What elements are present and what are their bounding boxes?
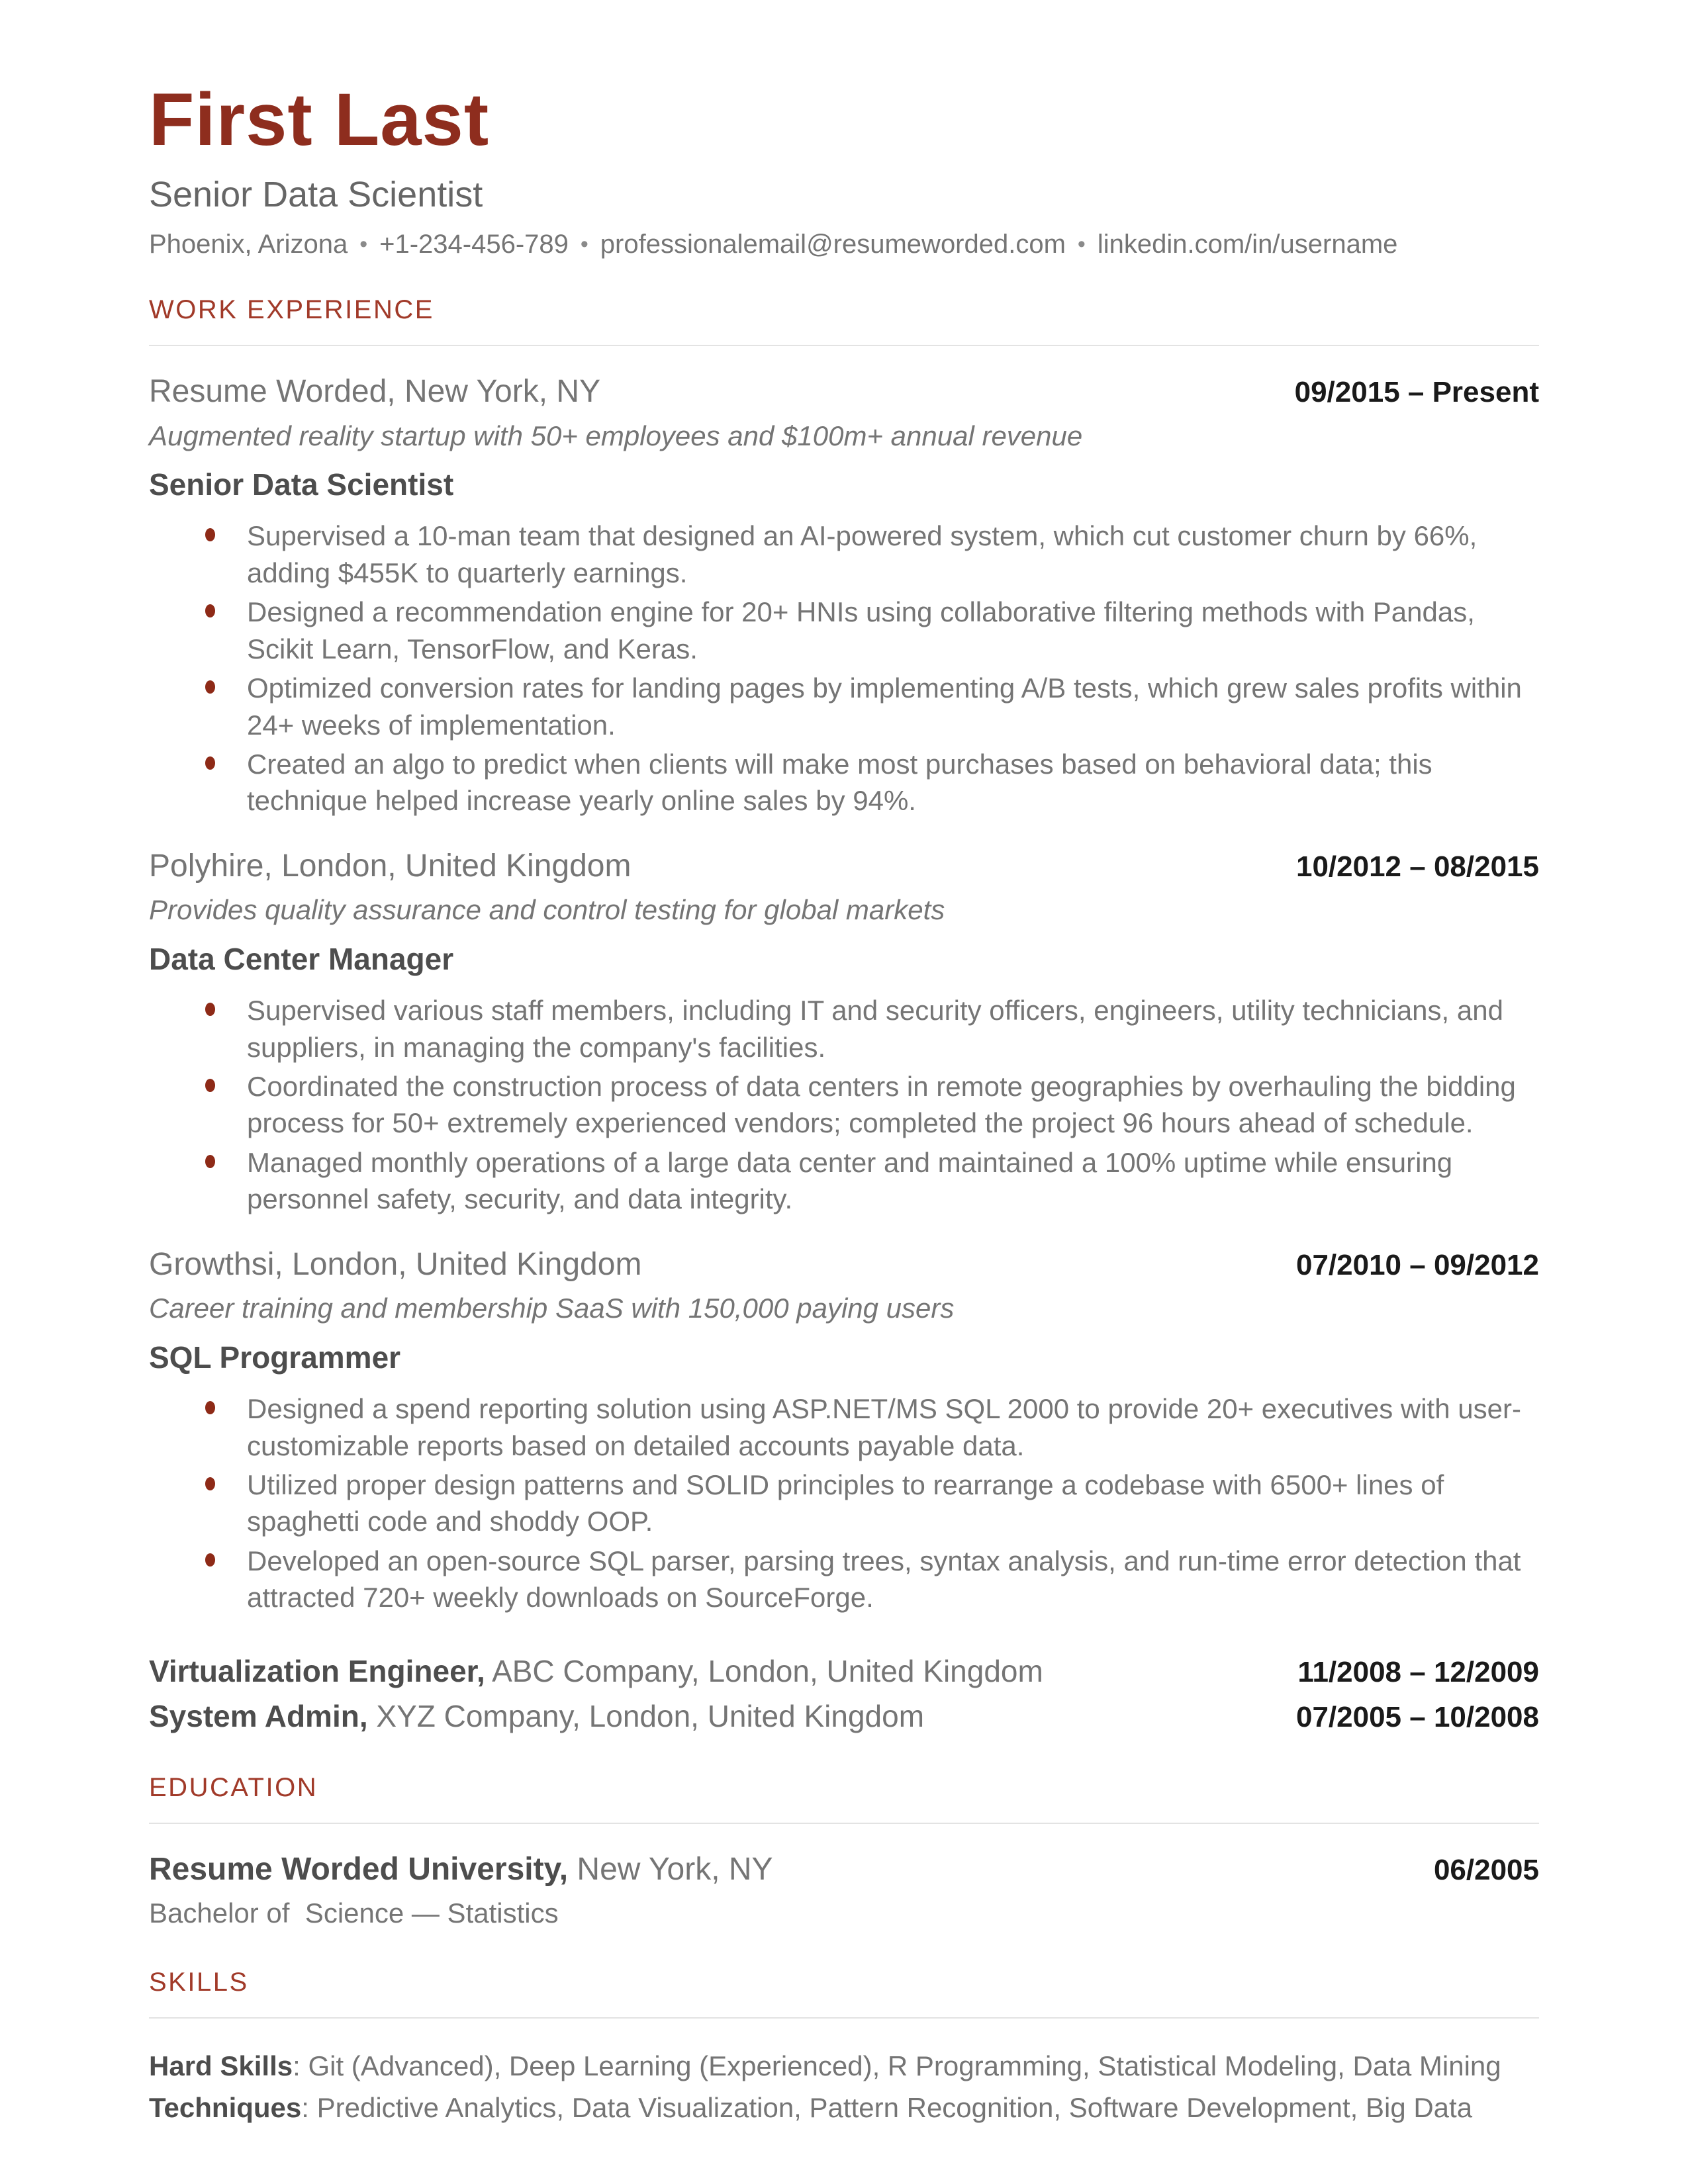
section-work-experience — [149, 295, 1539, 1737]
education-header-row — [149, 1850, 1539, 1889]
bullet-item: Utilized proper design patterns and SOLID principles to rearrange a codebase with 6500+ lines of spaghetti code and shoddy OOP. — [149, 1467, 1539, 1540]
job-bullet-list — [149, 992, 1539, 1218]
job-dates: 10/2012 – 08/2015 — [1295, 850, 1539, 883]
section-divider — [149, 1823, 1539, 1824]
job-dates: 09/2015 – Present — [1294, 376, 1539, 409]
education-school-location: New York, NY — [568, 1851, 773, 1887]
job-role-title: Senior Data Scientist — [149, 467, 454, 502]
section-divider — [149, 2017, 1539, 2019]
bullet-item: Designed a recommendation engine for 20+ HNIs using collaborative filtering methods with Pandas, Scikit Learn, TensorFlow, and Keras. — [149, 594, 1539, 667]
bullet-item: Managed monthly operations of a large data center and maintained a 100% uptime while ensuring personnel safety, security, and data integrity. — [149, 1144, 1539, 1218]
job-entry — [149, 373, 1539, 819]
skill-category-label: Techniques — [149, 2091, 302, 2123]
contact-email: professionalemail@resumeworded.com — [600, 230, 1066, 259]
contact-linkedin: linkedin.com/in/username — [1097, 230, 1398, 259]
bullet-item: Coordinated the construction process of data centers in remote geographies by overhauling the bidding process for 50+ extremely experienced vendors; completed the project 96 hours ahead of schedule. — [149, 1068, 1539, 1142]
job-bullet-list — [149, 518, 1539, 819]
job-header-row — [149, 847, 1539, 886]
contact-separator-icon: • — [359, 232, 368, 257]
skill-values: : Git (Advanced), Deep Learning (Experienced), R Programming, Statistical Modeling, Data Mining — [293, 2050, 1501, 2081]
compact-role-dates: 11/2008 – 12/2009 — [1297, 1655, 1539, 1688]
bullet-item: Created an algo to predict when clients will make most purchases based on behavioral data; this technique helped increase yearly online sales by 94%. — [149, 746, 1539, 819]
skill-category-label: Hard Skills — [149, 2050, 293, 2081]
job-bullet-list — [149, 1390, 1539, 1616]
job-role-title: SQL Programmer — [149, 1340, 401, 1375]
skill-row — [149, 2045, 1539, 2087]
job-description: Augmented reality startup with 50+ employees and $100m+ annual revenue — [149, 420, 1083, 451]
job-company: Polyhire, London, United Kingdom — [149, 848, 632, 884]
job-company: Resume Worded, New York, NY — [149, 374, 601, 410]
candidate-name: First Last — [149, 78, 490, 161]
education-degree: Bachelor of Science — Statistics — [149, 1897, 559, 1929]
work-section-heading: WORK EXPERIENCE — [149, 295, 434, 325]
bullet-item: Designed a spend reporting solution using ASP.NET/MS SQL 2000 to provide 20+ executives with user-customizable reports based on detailed accounts payable data. — [149, 1390, 1539, 1464]
education-dates: 06/2005 — [1433, 1853, 1539, 1886]
earlier-roles — [149, 1651, 1539, 1737]
contact-separator-icon: • — [1077, 232, 1086, 257]
compact-role-company: XYZ Company, London, United Kingdom — [367, 1698, 925, 1733]
resume-header — [149, 78, 1539, 260]
bullet-item: Developed an open-source SQL parser, parsing trees, syntax analysis, and run-time error detection that attracted 720+ weekly downloads on SourceForge. — [149, 1543, 1539, 1616]
contact-phone: +1-234-456-789 — [379, 230, 569, 259]
bullet-item: Supervised a 10-man team that designed an AI-powered system, which cut customer churn by 66%, adding $455K to quarterly earnings. — [149, 518, 1539, 591]
contact-location: Phoenix, Arizona — [149, 230, 348, 259]
skill-values: : Predictive Analytics, Data Visualization, Pattern Recognition, Software Development, Big Data — [301, 2091, 1473, 2123]
job-dates: 07/2010 – 09/2012 — [1295, 1248, 1539, 1281]
job-role-title: Data Center Manager — [149, 941, 454, 976]
job-description: Provides quality assurance and control testing for global markets — [149, 894, 945, 926]
education-school — [149, 1850, 773, 1889]
section-education — [149, 1772, 1539, 1931]
compact-role-dates: 07/2005 – 10/2008 — [1295, 1700, 1539, 1733]
compact-role-row — [149, 1651, 1539, 1692]
section-divider — [149, 345, 1539, 346]
section-skills — [149, 1967, 1539, 2128]
compact-role-text — [149, 1651, 1043, 1692]
job-entry — [149, 1246, 1539, 1616]
skills-section-heading: SKILLS — [149, 1967, 249, 1997]
compact-role-title: Virtualization Engineer, — [149, 1653, 485, 1688]
compact-role-text — [149, 1696, 924, 1737]
skill-row — [149, 2087, 1539, 2128]
education-school-name: Resume Worded University, — [149, 1851, 569, 1887]
compact-role-row — [149, 1696, 1539, 1737]
bullet-item: Supervised various staff members, including IT and security officers, engineers, utility technicians, and suppliers, in managing the company's facilities. — [149, 992, 1539, 1066]
compact-role-title: System Admin, — [149, 1698, 368, 1733]
job-company: Growthsi, London, United Kingdom — [149, 1246, 642, 1282]
contact-separator-icon: • — [580, 232, 588, 257]
bullet-item: Optimized conversion rates for landing pages by implementing A/B tests, which grew sales profits within 24+ weeks of implementation. — [149, 670, 1539, 743]
contact-line — [149, 228, 1539, 260]
job-header-row — [149, 1246, 1539, 1284]
job-description: Career training and membership SaaS with 150,000 paying users — [149, 1293, 955, 1324]
education-section-heading: EDUCATION — [149, 1772, 318, 1802]
job-header-row — [149, 373, 1539, 411]
job-entry — [149, 847, 1539, 1218]
compact-role-company: ABC Company, London, United Kingdom — [485, 1653, 1043, 1688]
candidate-job-title: Senior Data Scientist — [149, 175, 483, 214]
